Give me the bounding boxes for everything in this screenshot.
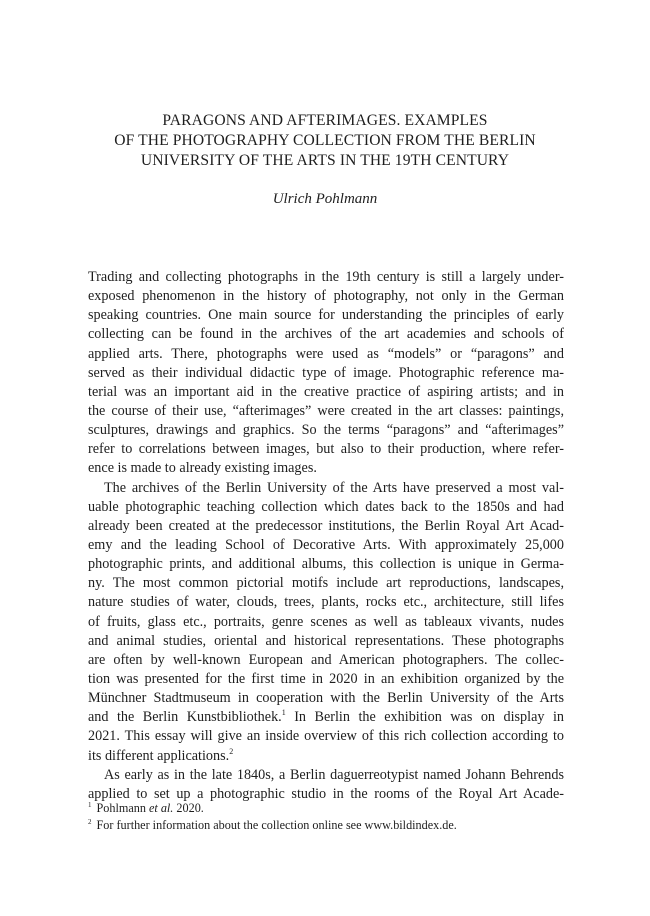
footnote-text: For further information about the collection online see www.bildindex.de. bbox=[96, 818, 457, 832]
footnote-mark: 1 bbox=[88, 801, 92, 809]
body-line bbox=[88, 747, 564, 766]
body-line: terial was an important aid in the creative practice of aspiring artists; and in bbox=[88, 383, 564, 400]
footnote-emphasis: et al. bbox=[148, 801, 174, 815]
title-line: OF THE PHOTOGRAPHY COLLECTION FROM THE BERLIN bbox=[114, 132, 536, 149]
footnote-mark: 2 bbox=[88, 818, 92, 826]
body-line: Trading and collecting photographs in the 19th century is still a largely under- bbox=[88, 269, 564, 285]
footnote-ref[interactable]: 2 bbox=[229, 746, 234, 756]
body-line: nature studies of water, clouds, trees, plants, rocks etc., architecture, still lifes bbox=[88, 594, 564, 611]
body-line bbox=[88, 708, 564, 727]
body-line: ny. The most common pictorial motifs include art reproductions, landscapes, bbox=[88, 575, 564, 592]
body-line: and animal studies, oriental and historical representations. These photographs bbox=[88, 632, 564, 649]
footnote-ref[interactable]: 1 bbox=[281, 708, 286, 718]
body-line: speaking countries. One main source for understanding the principles of early bbox=[88, 307, 564, 324]
body-line: served as their individual didactic type of image. Photographic reference ma- bbox=[88, 364, 564, 381]
body-line: are often by well-known European and American photographers. The collec- bbox=[88, 651, 564, 668]
body-line: The archives of the Berlin University of the Arts have preserved a most val- bbox=[104, 479, 564, 496]
body-line: applied to set up a photographic studio in the rooms of the Royal Art Acade- bbox=[88, 785, 564, 802]
body-line: photographic prints, and additional albums, this collection is unique in Germa- bbox=[88, 556, 564, 573]
footnotes bbox=[88, 800, 564, 834]
footnote-text: Pohlmann bbox=[96, 801, 149, 815]
body-line: As early as in the late 1840s, a Berlin daguerreotypist named Johann Behrends bbox=[104, 766, 564, 783]
article-body bbox=[88, 268, 564, 804]
body-line: of fruits, glass etc., portraits, genre scenes as well as tableaux vivants, nudes bbox=[88, 613, 564, 630]
footnote bbox=[88, 817, 564, 834]
body-text: and the Berlin Kunstbibliothek. bbox=[88, 709, 282, 726]
title-line: PARAGONS AND AFTERIMAGES. EXAMPLES bbox=[162, 112, 488, 129]
body-line: tion was presented for the first time in 2020 in an exhibition organized by the bbox=[88, 670, 564, 687]
body-line: uable photographic teaching collection which dates back to the 1850s and had bbox=[88, 498, 564, 515]
footnote-text: 2020. bbox=[173, 801, 204, 815]
body-line: applied arts. There, photographs were used as “models” or “paragons” and bbox=[88, 345, 564, 362]
body-line: refer to correlations between images, but also to their production, where refer- bbox=[88, 441, 564, 458]
body-line: ence is made to already existing images. bbox=[88, 460, 317, 477]
article-title bbox=[60, 111, 590, 171]
body-line: exposed phenomenon in the history of photography, not only in the German bbox=[88, 288, 564, 305]
body-line: 2021. This essay will give an inside overview of this rich collection according to bbox=[88, 728, 564, 745]
body-line: collecting can be found in the archives of the art academies and schools of bbox=[88, 326, 564, 343]
body-line: the course of their use, “afterimages” were created in the art classes: paintings, bbox=[88, 402, 564, 419]
body-line: already been created at the predecessor institutions, the Berlin Royal Art Acad- bbox=[88, 517, 564, 534]
body-line: Münchner Stadtmuseum in cooperation with the Berlin University of the Arts bbox=[88, 690, 564, 707]
footnote bbox=[88, 800, 564, 817]
body-text: its different applications. bbox=[88, 747, 230, 764]
body-line: emy and the leading School of Decorative Arts. With approximately 25,000 bbox=[88, 536, 564, 553]
author-name: Ulrich Pohlmann bbox=[272, 191, 378, 207]
body-text: In Berlin the exhibition was on display in bbox=[285, 709, 564, 726]
title-line: UNIVERSITY OF THE ARTS IN THE 19TH CENTURY bbox=[140, 152, 510, 169]
body-line: sculptures, drawings and graphics. So the terms “paragons” and “afterimages” bbox=[88, 422, 564, 439]
